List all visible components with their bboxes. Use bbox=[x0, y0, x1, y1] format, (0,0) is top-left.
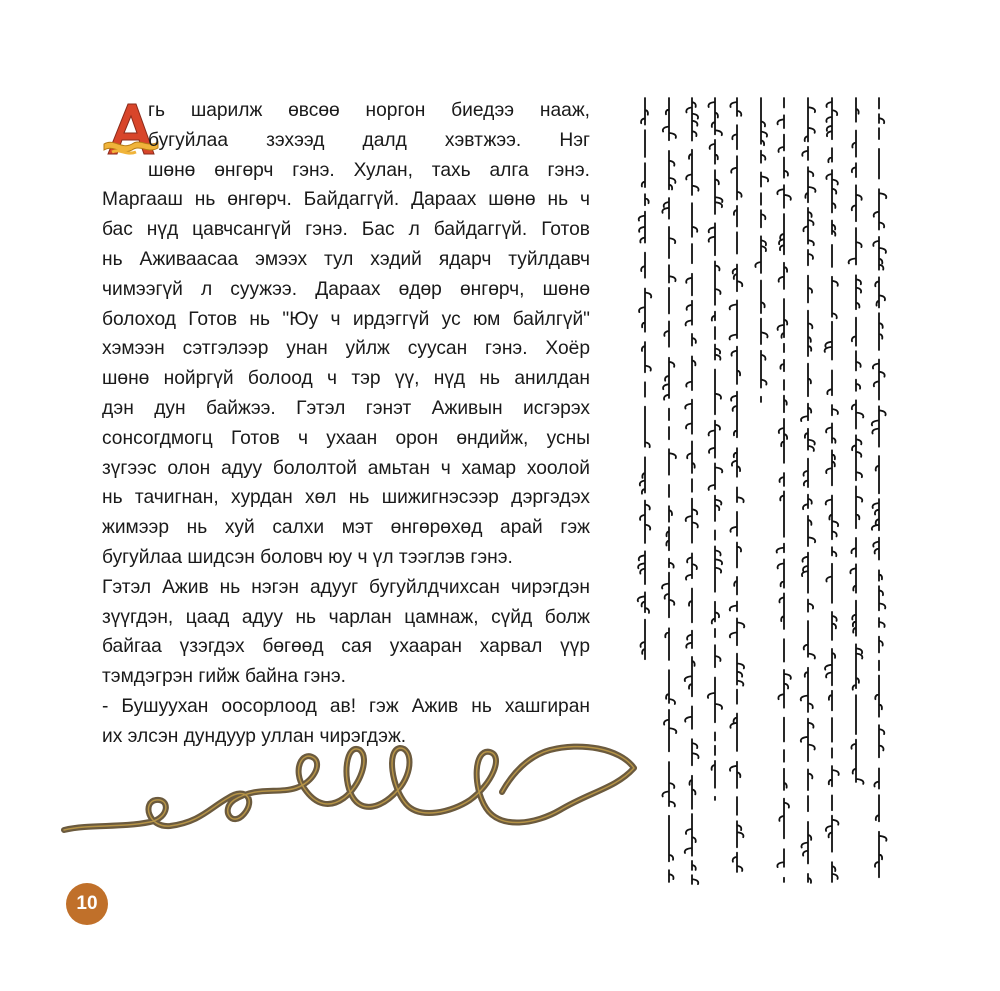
page-number-badge: 10 bbox=[66, 883, 108, 925]
text-line: хэмээн сэтгэлээр унан уйлж суусан гэнэ. Хоёр bbox=[102, 338, 590, 360]
text-line: шөнө нойргүй болоод ч тэр үү, нүд нь анилдан bbox=[102, 368, 590, 390]
text-line: зүүгдэн, цаад адуу нь чарлан цамнаж, сүйд болж bbox=[102, 606, 590, 628]
text-line: нь тачигнан, хурдан хөл нь шижигнэсээр дэргэдэх bbox=[102, 487, 590, 509]
vine-ornament bbox=[60, 738, 640, 848]
text-line: дэн дун байжээ. Гэтэл гэнэт Аживын исгэрэх bbox=[102, 397, 590, 419]
text-line: Маргааш нь өнгөрч. Байдаггүй. Дараах шөнө нь ч bbox=[102, 189, 590, 211]
mongolian-script-column bbox=[795, 96, 821, 886]
text-line: шөнө өнгөрч гэнэ. Хулан, тахь алга гэнэ. bbox=[148, 159, 590, 181]
mongolian-script-column bbox=[866, 96, 892, 886]
text-line: бугуйлаа зэхээд далд хэвтжээ. Нэг bbox=[148, 129, 590, 151]
text-line: бугуйлаа шидсэн боловч юу ч үл тээглэв гэнэ. bbox=[102, 546, 513, 568]
text-line: бас нүд цавчсангүй гэнэ. Бас л байдаггүй. Готов bbox=[102, 219, 590, 241]
text-line: байгаа үзэгдэх бөгөөд сая ухааран харвал үүр bbox=[102, 636, 590, 658]
text-line: зүгээс олон адуу бололтой амьтан ч хамар хоолой bbox=[102, 457, 590, 479]
text-line: их элсэн дундуур уллан чирэгдэж. bbox=[102, 725, 407, 747]
text-line: Гэтэл Ажив нь нэгэн адууг бугуйлдчихсан чирэгдэн bbox=[102, 576, 590, 598]
story-text bbox=[102, 96, 590, 752]
mongolian-script-column bbox=[819, 96, 845, 886]
mongolian-script-column bbox=[771, 96, 797, 886]
mongolian-script-column bbox=[724, 96, 750, 876]
mongolian-script-column bbox=[632, 96, 658, 668]
text-line: сонсогдмогц Готов ч ухаан орон өндийж, усны bbox=[102, 427, 590, 449]
text-line: гь шарилж өвсөө норгон биедээ нааж, bbox=[148, 100, 590, 121]
text-line: жимээр нь хуй салхи мэт өнгөрөхөд арай гэж bbox=[102, 517, 590, 539]
text-line: болоход Готов нь "Юу ч ирдэггүй ус юм байлгүй" bbox=[102, 308, 590, 330]
text-line: нь Аживаасаа эмээх тул хэдий ядарч туйлдавч bbox=[102, 248, 590, 270]
text-line: - Бушуухан оосорлоод ав! гэж Ажив нь хашгиран bbox=[102, 695, 590, 717]
text-line: чимээгүй л суужээ. Дараах өдөр өнгөрч, шөнө bbox=[102, 278, 590, 300]
text-line: тэмдэгрэн гийж байна гэнэ. bbox=[102, 666, 347, 688]
